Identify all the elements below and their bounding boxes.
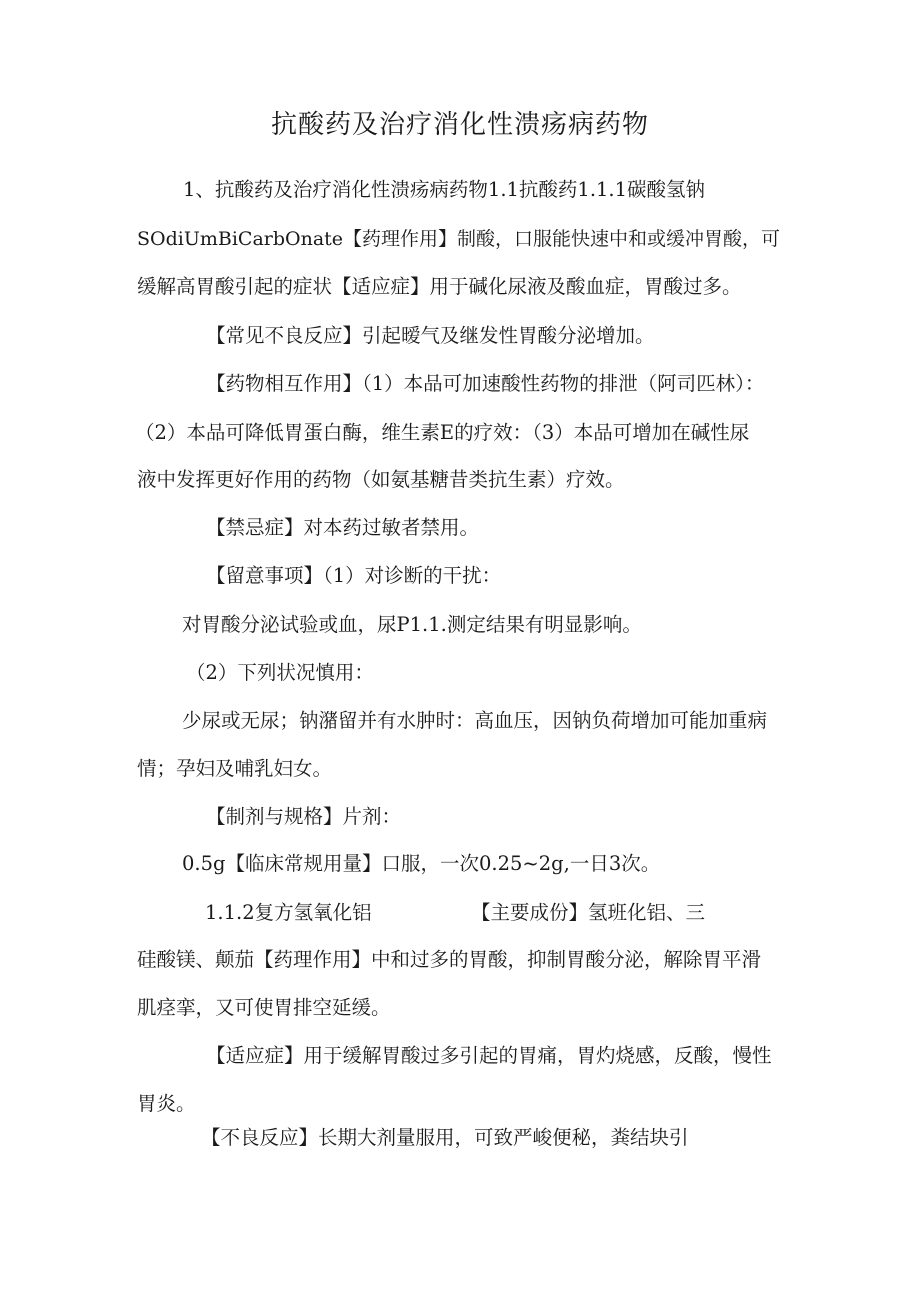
paragraph-line: 【常见不良反应】引起暧气及继发性胃酸分泌增加。 xyxy=(206,324,655,347)
paragraph-line: 对胃酸分泌试验或血，尿P1.1.测定结果有明显影响。 xyxy=(182,613,642,636)
paragraph-line: 1.1.2复方氢氧化铝 xyxy=(205,901,372,924)
paragraph-line: 【制剂与规格】片剂： xyxy=(206,805,402,828)
paragraph-line: 0.5g【临床常规用量】口服，一次0.25~2g,一日3次。 xyxy=(182,852,661,875)
paragraph-line: 【主要成份】氢班化铝、三 xyxy=(471,901,706,924)
paragraph-line: 缓解高胃酸引起的症状【适应症】用于碱化尿液及酸血症，胃酸过多。 xyxy=(137,275,742,298)
paragraph-line: 1、抗酸药及治疗消化性溃疡病药物1.1抗酸药1.1.1碳酸氢钠 xyxy=(183,178,706,201)
paragraph-line: 【禁忌症】对本药过敏者禁用。 xyxy=(206,516,480,539)
paragraph-line: SOdiUmBiCarbOnate【药理作用】制酸，口服能快速中和或缓冲胃酸，可 xyxy=(137,228,781,250)
paragraph-line: 少尿或无尿；钠潴留并有水肿时：高血压，因钠负荷增加可能加重病 xyxy=(182,709,768,732)
paragraph-line: 【不良反应】长期大剂量服用，可致严峻便秘，粪结块引 xyxy=(201,1126,689,1149)
paragraph-line: 肌痉挛，又可使胃排空延缓。 xyxy=(137,996,391,1019)
paragraph-line: （2）本品可降低胃蛋白酶，维生素E的疗效：（3）本品可增加在碱性尿 xyxy=(135,421,750,444)
paragraph-line: 硅酸镁、颠茄【药理作用】中和过多的胃酸，抑制胃酸分泌，解除胃平滑 xyxy=(137,948,762,971)
paragraph-line: （2）下列状况慎用： xyxy=(186,661,374,684)
paragraph-line: 胃炎。 xyxy=(137,1092,196,1115)
paragraph-line: 液中发挥更好作用的药物（如氨基糖昔类抗生素）疗效。 xyxy=(137,468,625,491)
paragraph-line: 【留意事项】（1）对诊断的干扰： xyxy=(206,564,502,587)
paragraph-line: 情；孕妇及哺乳妇女。 xyxy=(137,757,333,780)
document-title: 抗酸药及治疗消化性溃疡病药物 xyxy=(270,110,649,140)
paragraph-line: 【适应症】用于缓解胃酸过多引起的胃痛，胃灼烧感，反酸，慢性 xyxy=(206,1044,772,1067)
paragraph-line: 【药物相互作用】（1）本品可加速酸性药物的排泄（阿司匹林）： xyxy=(206,372,765,395)
